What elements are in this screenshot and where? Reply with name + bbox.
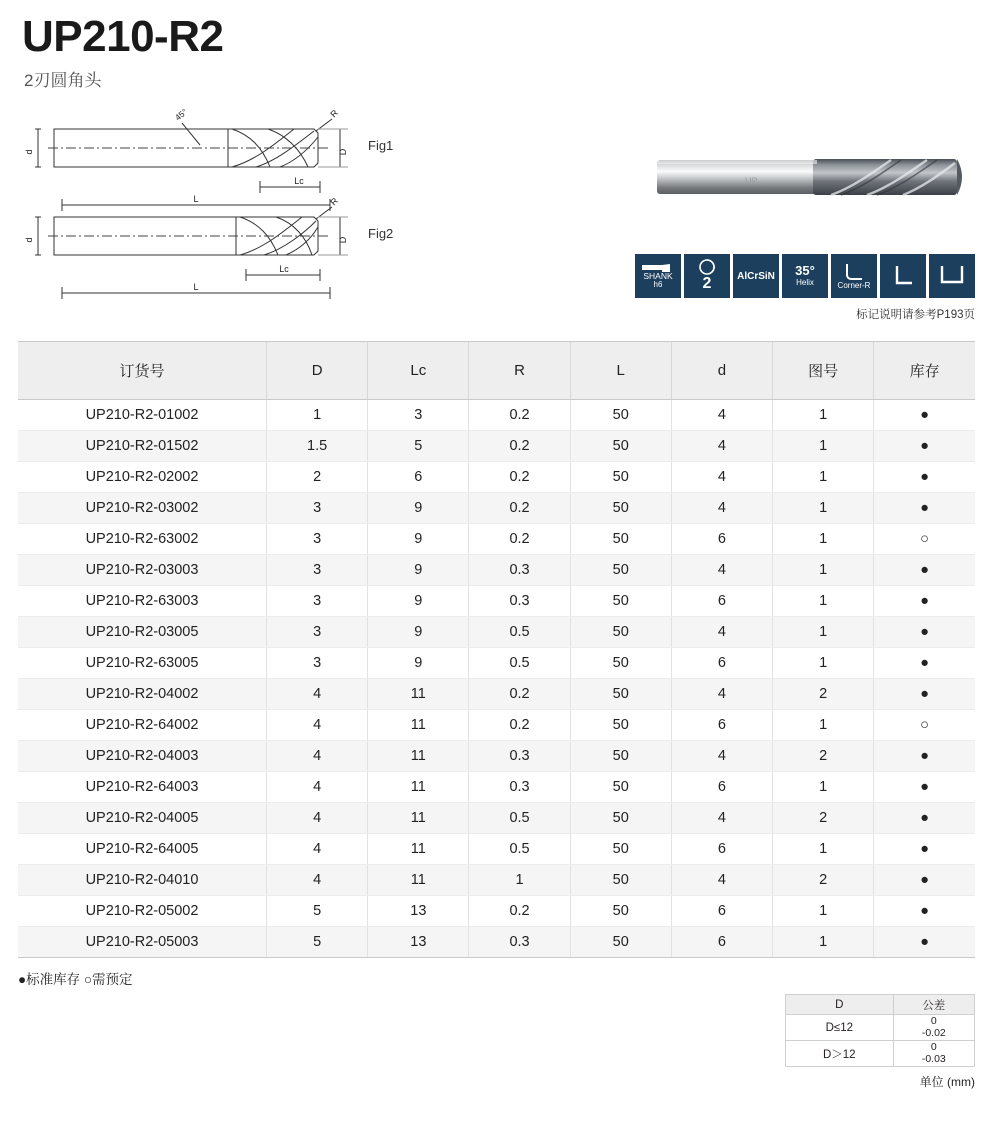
table-row — [18, 555, 975, 586]
tolerance-value — [893, 1015, 974, 1041]
cell-D: 3 — [267, 586, 368, 617]
cell-Lc: 3 — [368, 400, 469, 431]
cell-Lc: 11 — [368, 710, 469, 741]
cell-L: 50 — [570, 617, 671, 648]
header-D: D — [267, 342, 368, 400]
cell-d: 4 — [671, 865, 772, 896]
tolerance-upper: 0 — [930, 1015, 937, 1028]
cell-stock: ● — [874, 617, 975, 648]
cell-Lc: 9 — [368, 555, 469, 586]
cell-d: 6 — [671, 524, 772, 555]
cell-fig-no: 1 — [773, 555, 874, 586]
cell-R: 0.2 — [469, 462, 570, 493]
fig2-label: Fig2 — [368, 226, 394, 242]
coating-label: AlCrSiN — [737, 270, 775, 282]
table-row — [18, 710, 975, 741]
cell-D: 4 — [267, 741, 368, 772]
header-fig-no: 图号 — [773, 342, 874, 400]
cell-R: 0.2 — [469, 400, 570, 431]
tolerance-range: D≤12 — [786, 1015, 894, 1041]
cell-R: 0.2 — [469, 524, 570, 555]
cell-stock: ● — [874, 896, 975, 927]
flutes-icon — [694, 259, 720, 275]
cell-d: 4 — [671, 679, 772, 710]
corner-r-icon — [841, 262, 867, 282]
feature-badges — [635, 254, 975, 298]
cell-fig-no: 2 — [773, 865, 874, 896]
cell-stock: ○ — [874, 524, 975, 555]
cell-fig-no: 1 — [773, 896, 874, 927]
shank-badge — [635, 254, 681, 298]
cell-d: 6 — [671, 834, 772, 865]
cell-order-no: UP210-R2-05003 — [18, 927, 267, 958]
cell-d: 4 — [671, 493, 772, 524]
table-row — [18, 772, 975, 803]
table-row — [18, 586, 975, 617]
cell-stock: ● — [874, 772, 975, 803]
helix-angle: 35° — [795, 263, 815, 279]
cell-R: 0.2 — [469, 679, 570, 710]
helix-badge — [782, 254, 828, 298]
table-row — [18, 462, 975, 493]
cell-fig-no: 1 — [773, 400, 874, 431]
page-subtitle: 2刃圆角头 — [24, 71, 102, 91]
cell-fig-no: 1 — [773, 524, 874, 555]
table-row — [18, 834, 975, 865]
header-R: R — [469, 342, 570, 400]
svg-text:Lc: Lc — [294, 176, 304, 187]
table-row — [18, 400, 975, 431]
cell-R: 0.3 — [469, 927, 570, 958]
svg-text:L: L — [193, 282, 199, 293]
fig1-label: Fig1 — [368, 138, 394, 154]
tolerance-value — [893, 1041, 974, 1067]
shank-label: SHANK — [643, 270, 673, 281]
cell-order-no: UP210-R2-63003 — [18, 586, 267, 617]
cell-Lc: 9 — [368, 524, 469, 555]
cell-L: 50 — [570, 431, 671, 462]
drawing-svg — [18, 105, 438, 315]
svg-text:R: R — [328, 195, 341, 208]
cell-stock: ● — [874, 648, 975, 679]
tolerance-body — [786, 1015, 975, 1067]
tolerance-block — [785, 994, 975, 1090]
cell-L: 50 — [570, 493, 671, 524]
cell-order-no: UP210-R2-04002 — [18, 679, 267, 710]
table-row — [18, 524, 975, 555]
cell-L: 50 — [570, 462, 671, 493]
stock-legend: ●标准库存 ○需预定 — [18, 972, 133, 988]
spec-table — [18, 341, 975, 958]
cell-L: 50 — [570, 803, 671, 834]
cell-fig-no: 2 — [773, 741, 874, 772]
cell-fig-no: 1 — [773, 772, 874, 803]
tolerance-header-row — [786, 995, 975, 1015]
svg-text:d: d — [24, 149, 34, 155]
cell-D: 5 — [267, 896, 368, 927]
cell-L: 50 — [570, 679, 671, 710]
cell-D: 2 — [267, 462, 368, 493]
product-photo — [655, 132, 975, 222]
table-row — [18, 679, 975, 710]
cell-order-no: UP210-R2-05002 — [18, 896, 267, 927]
cell-Lc: 11 — [368, 865, 469, 896]
cell-D: 3 — [267, 555, 368, 586]
cell-order-no: UP210-R2-63002 — [18, 524, 267, 555]
page-title: UP210-R2 — [22, 12, 224, 61]
slot-profile-icon — [937, 263, 967, 289]
svg-text:d: d — [24, 237, 34, 243]
table-row — [18, 865, 975, 896]
cell-fig-no: 1 — [773, 462, 874, 493]
cell-order-no: UP210-R2-02002 — [18, 462, 267, 493]
cell-stock: ○ — [874, 710, 975, 741]
cell-R: 0.5 — [469, 803, 570, 834]
tolerance-header-D: D — [786, 995, 894, 1015]
cell-fig-no: 2 — [773, 679, 874, 710]
cell-d: 4 — [671, 803, 772, 834]
cell-order-no: UP210-R2-03002 — [18, 493, 267, 524]
table-row — [18, 648, 975, 679]
tolerance-row — [786, 1041, 975, 1067]
cell-order-no: UP210-R2-04005 — [18, 803, 267, 834]
cell-L: 50 — [570, 648, 671, 679]
corner-r-label: Corner-R — [837, 280, 871, 290]
tolerance-lower: -0.02 — [921, 1026, 946, 1039]
flutes-count: 2 — [702, 275, 712, 293]
table-row — [18, 927, 975, 958]
cell-order-no: UP210-R2-64005 — [18, 834, 267, 865]
cell-order-no: UP210-R2-03005 — [18, 617, 267, 648]
tolerance-table — [785, 994, 975, 1067]
flutes-badge — [684, 254, 730, 298]
cell-d: 6 — [671, 927, 772, 958]
cell-d: 4 — [671, 462, 772, 493]
coating-badge — [733, 254, 779, 298]
svg-text:45°: 45° — [172, 106, 190, 123]
svg-text:R: R — [328, 107, 341, 120]
cell-L: 50 — [570, 555, 671, 586]
cell-d: 6 — [671, 710, 772, 741]
cell-Lc: 11 — [368, 772, 469, 803]
cell-order-no: UP210-R2-01002 — [18, 400, 267, 431]
cell-fig-no: 1 — [773, 648, 874, 679]
table-row — [18, 431, 975, 462]
cell-D: 4 — [267, 679, 368, 710]
cell-stock: ● — [874, 834, 975, 865]
cell-stock: ● — [874, 741, 975, 772]
cell-D: 3 — [267, 648, 368, 679]
cell-order-no: UP210-R2-04003 — [18, 741, 267, 772]
cell-d: 6 — [671, 648, 772, 679]
cell-L: 50 — [570, 710, 671, 741]
helix-label: Helix — [796, 277, 814, 287]
cell-stock: ● — [874, 555, 975, 586]
tolerance-range: D＞12 — [786, 1041, 894, 1067]
header-stock: 库存 — [874, 342, 975, 400]
cell-stock: ● — [874, 431, 975, 462]
cell-R: 0.2 — [469, 493, 570, 524]
badge-note: 标记说明请参考P193页 — [856, 309, 975, 321]
cell-D: 4 — [267, 803, 368, 834]
cell-R: 0.3 — [469, 741, 570, 772]
tolerance-lower: -0.03 — [921, 1052, 946, 1065]
cell-L: 50 — [570, 896, 671, 927]
profile-badge-1 — [880, 254, 926, 298]
cell-fig-no: 1 — [773, 710, 874, 741]
cell-d: 6 — [671, 586, 772, 617]
header-L: L — [570, 342, 671, 400]
cell-Lc: 9 — [368, 648, 469, 679]
svg-text:UP: UP — [745, 176, 758, 186]
cell-Lc: 5 — [368, 431, 469, 462]
cell-L: 50 — [570, 400, 671, 431]
cell-stock: ● — [874, 493, 975, 524]
table-row — [18, 617, 975, 648]
cell-D: 4 — [267, 710, 368, 741]
cell-L: 50 — [570, 586, 671, 617]
unit-label: 单位 (mm) — [919, 1075, 975, 1089]
cell-R: 1 — [469, 865, 570, 896]
cell-D: 4 — [267, 865, 368, 896]
cell-order-no: UP210-R2-01502 — [18, 431, 267, 462]
cell-R: 0.3 — [469, 772, 570, 803]
cell-d: 4 — [671, 741, 772, 772]
cell-L: 50 — [570, 741, 671, 772]
spec-table-body — [18, 400, 975, 958]
cell-L: 50 — [570, 834, 671, 865]
cell-L: 50 — [570, 865, 671, 896]
svg-text:L: L — [193, 194, 199, 205]
cell-R: 0.2 — [469, 896, 570, 927]
cell-D: 4 — [267, 834, 368, 865]
square-corner-icon — [889, 263, 917, 289]
cell-Lc: 11 — [368, 834, 469, 865]
cell-R: 0.3 — [469, 555, 570, 586]
cell-D: 3 — [267, 617, 368, 648]
cell-Lc: 13 — [368, 927, 469, 958]
cell-D: 3 — [267, 493, 368, 524]
cell-R: 0.5 — [469, 834, 570, 865]
profile-badge-2 — [929, 254, 975, 298]
cell-D: 1.5 — [267, 431, 368, 462]
cell-L: 50 — [570, 927, 671, 958]
cell-R: 0.3 — [469, 586, 570, 617]
cell-Lc: 13 — [368, 896, 469, 927]
table-row — [18, 803, 975, 834]
tolerance-upper: 0 — [930, 1041, 937, 1054]
spec-table-header-row — [18, 342, 975, 400]
tolerance-header-value: 公差 — [893, 995, 974, 1015]
cell-order-no: UP210-R2-03003 — [18, 555, 267, 586]
cell-Lc: 9 — [368, 493, 469, 524]
table-row — [18, 741, 975, 772]
cell-stock: ● — [874, 679, 975, 710]
cell-order-no: UP210-R2-04010 — [18, 865, 267, 896]
cell-stock: ● — [874, 927, 975, 958]
cell-fig-no: 2 — [773, 803, 874, 834]
cell-stock: ● — [874, 400, 975, 431]
cell-R: 0.2 — [469, 710, 570, 741]
table-row — [18, 896, 975, 927]
cell-stock: ● — [874, 462, 975, 493]
cell-d: 4 — [671, 555, 772, 586]
cell-fig-no: 1 — [773, 493, 874, 524]
cell-Lc: 11 — [368, 741, 469, 772]
cell-R: 0.2 — [469, 431, 570, 462]
cell-order-no: UP210-R2-64002 — [18, 710, 267, 741]
cell-R: 0.5 — [469, 648, 570, 679]
cell-fig-no: 1 — [773, 927, 874, 958]
table-row — [18, 493, 975, 524]
cell-d: 4 — [671, 431, 772, 462]
cell-D: 3 — [267, 524, 368, 555]
cell-Lc: 11 — [368, 679, 469, 710]
cell-d: 4 — [671, 400, 772, 431]
svg-text:Lc: Lc — [279, 264, 289, 275]
cell-order-no: UP210-R2-63005 — [18, 648, 267, 679]
cell-fig-no: 1 — [773, 617, 874, 648]
svg-text:D: D — [338, 236, 348, 244]
cell-order-no: UP210-R2-64003 — [18, 772, 267, 803]
header-Lc: Lc — [368, 342, 469, 400]
cell-d: 6 — [671, 772, 772, 803]
cell-fig-no: 1 — [773, 586, 874, 617]
cell-D: 4 — [267, 772, 368, 803]
cell-L: 50 — [570, 772, 671, 803]
cell-fig-no: 1 — [773, 834, 874, 865]
cell-d: 6 — [671, 896, 772, 927]
cell-D: 1 — [267, 400, 368, 431]
corner-r-badge — [831, 254, 877, 298]
cell-D: 5 — [267, 927, 368, 958]
header-d: d — [671, 342, 772, 400]
cell-stock: ● — [874, 586, 975, 617]
header-order-no: 订货号 — [18, 342, 267, 400]
cell-R: 0.5 — [469, 617, 570, 648]
shank-sublabel: h6 — [653, 280, 663, 290]
cell-Lc: 11 — [368, 803, 469, 834]
catalog-page — [0, 14, 993, 1122]
cell-fig-no: 1 — [773, 431, 874, 462]
svg-text:D: D — [338, 148, 348, 156]
cell-Lc: 9 — [368, 617, 469, 648]
tolerance-row — [786, 1015, 975, 1041]
cell-d: 4 — [671, 617, 772, 648]
cell-Lc: 9 — [368, 586, 469, 617]
cell-Lc: 6 — [368, 462, 469, 493]
cell-L: 50 — [570, 524, 671, 555]
cell-stock: ● — [874, 865, 975, 896]
cell-stock: ● — [874, 803, 975, 834]
